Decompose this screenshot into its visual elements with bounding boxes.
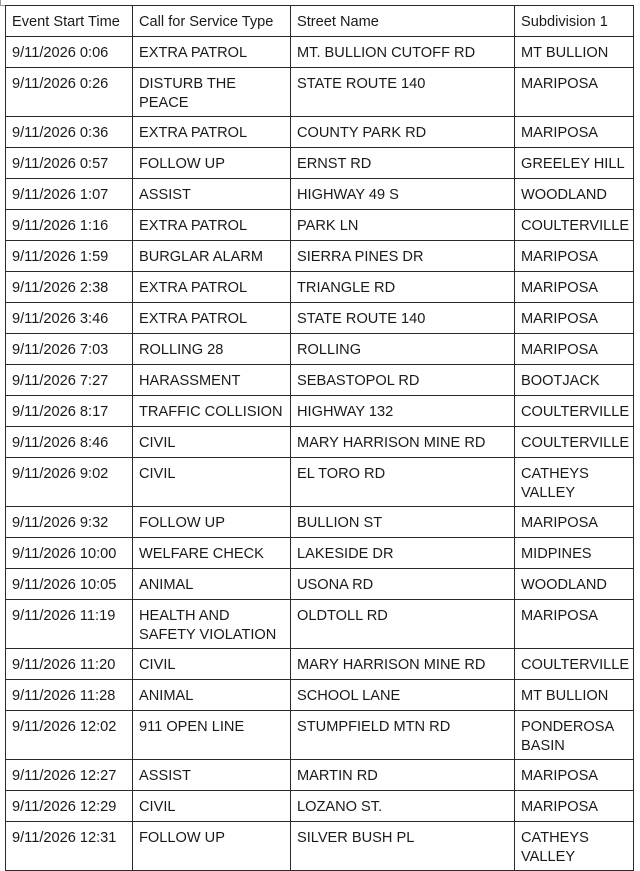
table-row [6,179,634,210]
table-row [6,680,634,711]
cell-event-start-time: 9/11/2026 0:36 [6,117,133,148]
cell-street-name: LAKESIDE DR [291,538,515,569]
cell-call-type: BURGLAR ALARM [133,241,291,272]
cell-event-start-time: 9/11/2026 7:03 [6,334,133,365]
cell-street-name: MT. BULLION CUTOFF RD [291,37,515,68]
cell-event-start-time: 9/11/2026 1:59 [6,241,133,272]
table-row [6,37,634,68]
cell-call-type: CIVIL [133,427,291,458]
cell-event-start-time: 9/11/2026 12:27 [6,760,133,791]
cell-street-name: MARTIN RD [291,760,515,791]
table-row [6,365,634,396]
cell-street-name: LOZANO ST. [291,791,515,822]
table-row [6,241,634,272]
cell-street-name: MARY HARRISON MINE RD [291,649,515,680]
table-row [6,569,634,600]
cell-call-type: ANIMAL [133,569,291,600]
cell-subdivision: COULTERVILLE [515,427,634,458]
cell-street-name: ERNST RD [291,148,515,179]
table-row [6,538,634,569]
cell-call-type: HARASSMENT [133,365,291,396]
cell-event-start-time: 9/11/2026 10:05 [6,569,133,600]
cell-subdivision: MARIPOSA [515,760,634,791]
table-body [6,37,634,871]
cell-call-type: EXTRA PATROL [133,272,291,303]
table-row [6,791,634,822]
table-row [6,272,634,303]
cell-street-name: STUMPFIELD MTN RD [291,711,515,760]
cell-subdivision: MIDPINES [515,538,634,569]
cell-call-type: EXTRA PATROL [133,210,291,241]
cell-subdivision: BOOTJACK [515,365,634,396]
cell-street-name: ROLLING [291,334,515,365]
cell-event-start-time: 9/11/2026 0:06 [6,37,133,68]
cell-call-type: EXTRA PATROL [133,37,291,68]
column-header-subdivision: Subdivision 1 [515,6,634,37]
cell-call-type: CIVIL [133,458,291,507]
cell-event-start-time: 9/11/2026 9:32 [6,507,133,538]
column-header-street-name: Street Name [291,6,515,37]
table-row [6,334,634,365]
table-row [6,148,634,179]
cell-call-type: ROLLING 28 [133,334,291,365]
cell-subdivision: PONDEROSA BASIN [515,711,634,760]
cell-subdivision: WOODLAND [515,179,634,210]
cell-call-type: ASSIST [133,760,291,791]
cell-street-name: HIGHWAY 132 [291,396,515,427]
table-row [6,760,634,791]
cell-event-start-time: 9/11/2026 10:00 [6,538,133,569]
cell-subdivision: MARIPOSA [515,791,634,822]
cell-event-start-time: 9/11/2026 0:57 [6,148,133,179]
cell-call-type: CIVIL [133,791,291,822]
cell-subdivision: MARIPOSA [515,334,634,365]
cell-subdivision: MARIPOSA [515,117,634,148]
cell-call-type: EXTRA PATROL [133,117,291,148]
cell-event-start-time: 9/11/2026 8:17 [6,396,133,427]
cell-street-name: BULLION ST [291,507,515,538]
cell-subdivision: COULTERVILLE [515,396,634,427]
table-row [6,117,634,148]
cell-street-name: COUNTY PARK RD [291,117,515,148]
cell-call-type: EXTRA PATROL [133,303,291,334]
table-row [6,427,634,458]
cell-subdivision: MARIPOSA [515,68,634,117]
table-row [6,210,634,241]
cell-call-type: WELFARE CHECK [133,538,291,569]
cell-street-name: MARY HARRISON MINE RD [291,427,515,458]
cell-street-name: STATE ROUTE 140 [291,303,515,334]
cell-street-name: SILVER BUSH PL [291,822,515,871]
cell-call-type: FOLLOW UP [133,507,291,538]
cell-subdivision: COULTERVILLE [515,210,634,241]
cell-call-type: TRAFFIC COLLISION [133,396,291,427]
cell-event-start-time: 9/11/2026 9:02 [6,458,133,507]
cell-subdivision: MT BULLION [515,680,634,711]
cell-subdivision: MARIPOSA [515,507,634,538]
cell-subdivision: WOODLAND [515,569,634,600]
table-row [6,507,634,538]
table-row [6,458,634,507]
cell-street-name: USONA RD [291,569,515,600]
cell-subdivision: CATHEYS VALLEY [515,822,634,871]
table-row [6,822,634,871]
cell-street-name: OLDTOLL RD [291,600,515,649]
cell-call-type: DISTURB THE PEACE [133,68,291,117]
column-header-event-start-time: Event Start Time [6,6,133,37]
cell-event-start-time: 9/11/2026 2:38 [6,272,133,303]
cell-subdivision: MARIPOSA [515,303,634,334]
cell-event-start-time: 9/11/2026 7:27 [6,365,133,396]
table-row [6,68,634,117]
cell-call-type: ASSIST [133,179,291,210]
table-row [6,649,634,680]
column-header-call-type: Call for Service Type [133,6,291,37]
cell-call-type: ANIMAL [133,680,291,711]
cell-event-start-time: 9/11/2026 12:31 [6,822,133,871]
table-row [6,303,634,334]
table-row [6,600,634,649]
cell-event-start-time: 9/11/2026 11:20 [6,649,133,680]
cell-event-start-time: 9/11/2026 0:26 [6,68,133,117]
cell-street-name: SIERRA PINES DR [291,241,515,272]
cell-street-name: PARK LN [291,210,515,241]
cell-call-type: HEALTH AND SAFETY VIOLATION [133,600,291,649]
cell-street-name: STATE ROUTE 140 [291,68,515,117]
cell-street-name: HIGHWAY 49 S [291,179,515,210]
cell-street-name: TRIANGLE RD [291,272,515,303]
cell-event-start-time: 9/11/2026 11:28 [6,680,133,711]
cell-call-type: FOLLOW UP [133,148,291,179]
table-row [6,711,634,760]
cell-event-start-time: 9/11/2026 12:02 [6,711,133,760]
call-log-table [5,5,634,871]
cell-street-name: EL TORO RD [291,458,515,507]
cell-event-start-time: 9/11/2026 12:29 [6,791,133,822]
cell-event-start-time: 9/11/2026 11:19 [6,600,133,649]
cell-call-type: 911 OPEN LINE [133,711,291,760]
cell-event-start-time: 9/11/2026 1:07 [6,179,133,210]
cell-street-name: SEBASTOPOL RD [291,365,515,396]
cell-subdivision: MARIPOSA [515,272,634,303]
cell-street-name: SCHOOL LANE [291,680,515,711]
header-row [6,6,634,37]
cell-subdivision: MT BULLION [515,37,634,68]
cell-event-start-time: 9/11/2026 3:46 [6,303,133,334]
cell-subdivision: COULTERVILLE [515,649,634,680]
cell-event-start-time: 9/11/2026 1:16 [6,210,133,241]
cell-call-type: CIVIL [133,649,291,680]
table-row [6,396,634,427]
cell-subdivision: MARIPOSA [515,241,634,272]
cell-call-type: FOLLOW UP [133,822,291,871]
cell-event-start-time: 9/11/2026 8:46 [6,427,133,458]
cell-subdivision: MARIPOSA [515,600,634,649]
cell-subdivision: CATHEYS VALLEY [515,458,634,507]
cell-subdivision: GREELEY HILL [515,148,634,179]
